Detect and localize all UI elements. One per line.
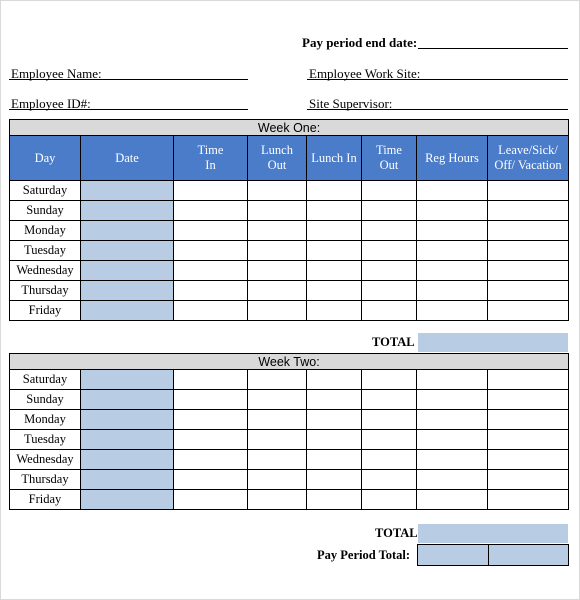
date-cell[interactable] xyxy=(81,470,174,490)
site-supervisor-field[interactable] xyxy=(307,109,568,110)
date-cell[interactable] xyxy=(81,181,174,201)
leave-cell[interactable] xyxy=(488,261,569,281)
leave-cell[interactable] xyxy=(488,181,569,201)
time-out-cell[interactable] xyxy=(362,410,417,430)
col-lunch-in: Lunch In xyxy=(307,136,362,181)
col-time-in: Time In xyxy=(174,136,248,181)
week-two-total-label: TOTAL xyxy=(375,526,418,540)
day-row xyxy=(10,241,569,261)
lunch-in-cell[interactable] xyxy=(307,430,362,450)
date-cell[interactable] xyxy=(81,201,174,221)
lunch-in-cell[interactable] xyxy=(307,410,362,430)
reg-hours-cell[interactable] xyxy=(417,490,488,510)
leave-cell[interactable] xyxy=(488,430,569,450)
day-label: Tuesday xyxy=(10,430,81,450)
day-row xyxy=(10,261,569,281)
date-cell[interactable] xyxy=(81,221,174,241)
reg-hours-cell[interactable] xyxy=(417,281,488,301)
day-row xyxy=(10,450,569,470)
date-cell[interactable] xyxy=(81,410,174,430)
leave-cell[interactable] xyxy=(488,281,569,301)
time-in-cell[interactable] xyxy=(174,221,248,241)
pay-period-end-date-field[interactable] xyxy=(418,48,568,49)
lunch-out-cell[interactable] xyxy=(248,221,307,241)
lunch-out-cell[interactable] xyxy=(248,390,307,410)
lunch-out-cell[interactable] xyxy=(248,181,307,201)
time-out-cell[interactable] xyxy=(362,301,417,321)
col-date: Date xyxy=(81,136,174,181)
leave-cell[interactable] xyxy=(488,221,569,241)
lunch-in-cell[interactable] xyxy=(307,390,362,410)
lunch-out-cell[interactable] xyxy=(248,470,307,490)
day-label: Monday xyxy=(10,410,81,430)
day-label: Monday xyxy=(10,221,81,241)
lunch-out-cell[interactable] xyxy=(248,410,307,430)
lunch-out-cell[interactable] xyxy=(248,490,307,510)
reg-hours-cell[interactable] xyxy=(417,261,488,281)
date-cell[interactable] xyxy=(81,370,174,390)
reg-hours-cell[interactable] xyxy=(417,301,488,321)
time-in-cell[interactable] xyxy=(174,261,248,281)
time-in-cell[interactable] xyxy=(174,181,248,201)
time-out-cell[interactable] xyxy=(362,430,417,450)
leave-cell[interactable] xyxy=(488,370,569,390)
employee-work-site-label: Employee Work Site: xyxy=(309,66,421,81)
employee-name-field[interactable] xyxy=(9,79,248,80)
date-cell[interactable] xyxy=(81,450,174,470)
date-cell[interactable] xyxy=(81,390,174,410)
col-lunch-out: Lunch Out xyxy=(248,136,307,181)
reg-hours-cell[interactable] xyxy=(417,201,488,221)
leave-cell[interactable] xyxy=(488,490,569,510)
week-two-total-cell[interactable] xyxy=(418,524,568,543)
pay-period-total-hours-cell[interactable] xyxy=(417,544,489,566)
time-out-cell[interactable] xyxy=(362,181,417,201)
day-label: Friday xyxy=(10,301,81,321)
time-out-cell[interactable] xyxy=(362,261,417,281)
week-one-title: Week One: xyxy=(10,120,569,136)
time-in-cell[interactable] xyxy=(174,490,248,510)
day-label: Tuesday xyxy=(10,241,81,261)
lunch-in-cell[interactable] xyxy=(307,450,362,470)
lunch-out-cell[interactable] xyxy=(248,281,307,301)
time-out-cell[interactable] xyxy=(362,490,417,510)
leave-cell[interactable] xyxy=(488,301,569,321)
employee-work-site-field[interactable] xyxy=(307,79,568,80)
leave-cell[interactable] xyxy=(488,450,569,470)
date-cell[interactable] xyxy=(81,301,174,321)
col-time-out: Time Out xyxy=(362,136,417,181)
pay-period-label: Pay period end date: xyxy=(302,35,418,50)
day-row xyxy=(10,201,569,221)
lunch-in-cell[interactable] xyxy=(307,301,362,321)
time-in-cell[interactable] xyxy=(174,390,248,410)
reg-hours-cell[interactable] xyxy=(417,450,488,470)
week-one-body xyxy=(10,181,569,321)
date-cell[interactable] xyxy=(81,281,174,301)
time-in-cell[interactable] xyxy=(174,410,248,430)
lunch-in-cell[interactable] xyxy=(307,261,362,281)
day-label: Saturday xyxy=(10,181,81,201)
lunch-in-cell[interactable] xyxy=(307,370,362,390)
day-row xyxy=(10,410,569,430)
pay-period-total-leave-cell[interactable] xyxy=(488,544,569,566)
reg-hours-cell[interactable] xyxy=(417,241,488,261)
week-one-total-label: TOTAL xyxy=(372,335,415,349)
date-cell[interactable] xyxy=(81,490,174,510)
lunch-out-cell[interactable] xyxy=(248,241,307,261)
day-row xyxy=(10,430,569,450)
reg-hours-cell[interactable] xyxy=(417,410,488,430)
time-out-cell[interactable] xyxy=(362,390,417,410)
reg-hours-cell[interactable] xyxy=(417,430,488,450)
time-out-cell[interactable] xyxy=(362,241,417,261)
site-supervisor-label: Site Supervisor: xyxy=(309,96,393,111)
lunch-out-cell[interactable] xyxy=(248,450,307,470)
leave-cell[interactable] xyxy=(488,390,569,410)
time-out-cell[interactable] xyxy=(362,470,417,490)
day-label: Wednesday xyxy=(10,261,81,281)
time-out-cell[interactable] xyxy=(362,221,417,241)
reg-hours-cell[interactable] xyxy=(417,370,488,390)
lunch-in-cell[interactable] xyxy=(307,470,362,490)
time-in-cell[interactable] xyxy=(174,201,248,221)
col-reg-hours: Reg Hours xyxy=(417,136,488,181)
time-in-cell[interactable] xyxy=(174,430,248,450)
pay-period-total-label: Pay Period Total: xyxy=(317,548,411,562)
time-out-cell[interactable] xyxy=(362,201,417,221)
employee-id-label: Employee ID#: xyxy=(11,96,91,111)
day-row xyxy=(10,301,569,321)
time-in-cell[interactable] xyxy=(174,241,248,261)
week-one-table xyxy=(9,119,569,321)
col-leave: Leave/Sick/ Off/ Vacation xyxy=(488,136,569,181)
day-label: Thursday xyxy=(10,470,81,490)
reg-hours-cell[interactable] xyxy=(417,470,488,490)
col-day: Day xyxy=(10,136,81,181)
day-row xyxy=(10,221,569,241)
day-row xyxy=(10,181,569,201)
time-in-cell[interactable] xyxy=(174,370,248,390)
date-cell[interactable] xyxy=(81,261,174,281)
time-in-cell[interactable] xyxy=(174,281,248,301)
lunch-out-cell[interactable] xyxy=(248,430,307,450)
lunch-in-cell[interactable] xyxy=(307,490,362,510)
reg-hours-cell[interactable] xyxy=(417,181,488,201)
time-out-cell[interactable] xyxy=(362,370,417,390)
leave-cell[interactable] xyxy=(488,470,569,490)
day-label: Sunday xyxy=(10,201,81,221)
reg-hours-cell[interactable] xyxy=(417,390,488,410)
day-label: Saturday xyxy=(10,370,81,390)
date-cell[interactable] xyxy=(81,241,174,261)
time-in-cell[interactable] xyxy=(174,301,248,321)
day-row xyxy=(10,370,569,390)
day-label: Sunday xyxy=(10,390,81,410)
lunch-in-cell[interactable] xyxy=(307,241,362,261)
time-out-cell[interactable] xyxy=(362,281,417,301)
day-label: Wednesday xyxy=(10,450,81,470)
employee-id-field[interactable] xyxy=(9,109,248,110)
date-cell[interactable] xyxy=(81,430,174,450)
leave-cell[interactable] xyxy=(488,201,569,221)
day-row xyxy=(10,490,569,510)
time-in-cell[interactable] xyxy=(174,470,248,490)
week-two-title: Week Two: xyxy=(10,354,569,370)
day-row xyxy=(10,281,569,301)
lunch-in-cell[interactable] xyxy=(307,201,362,221)
lunch-out-cell[interactable] xyxy=(248,261,307,281)
week-one-total-cell[interactable] xyxy=(418,333,568,352)
lunch-in-cell[interactable] xyxy=(307,221,362,241)
day-row xyxy=(10,390,569,410)
day-label: Friday xyxy=(10,490,81,510)
employee-name-label: Employee Name: xyxy=(11,66,102,81)
lunch-out-cell[interactable] xyxy=(248,201,307,221)
lunch-out-cell[interactable] xyxy=(248,370,307,390)
week-one-header-row xyxy=(10,136,569,181)
week-two-body xyxy=(10,370,569,510)
time-in-cell[interactable] xyxy=(174,450,248,470)
day-row xyxy=(10,470,569,490)
lunch-out-cell[interactable] xyxy=(248,301,307,321)
reg-hours-cell[interactable] xyxy=(417,221,488,241)
leave-cell[interactable] xyxy=(488,241,569,261)
leave-cell[interactable] xyxy=(488,410,569,430)
lunch-in-cell[interactable] xyxy=(307,181,362,201)
time-out-cell[interactable] xyxy=(362,450,417,470)
week-two-table xyxy=(9,353,569,510)
day-label: Thursday xyxy=(10,281,81,301)
lunch-in-cell[interactable] xyxy=(307,281,362,301)
